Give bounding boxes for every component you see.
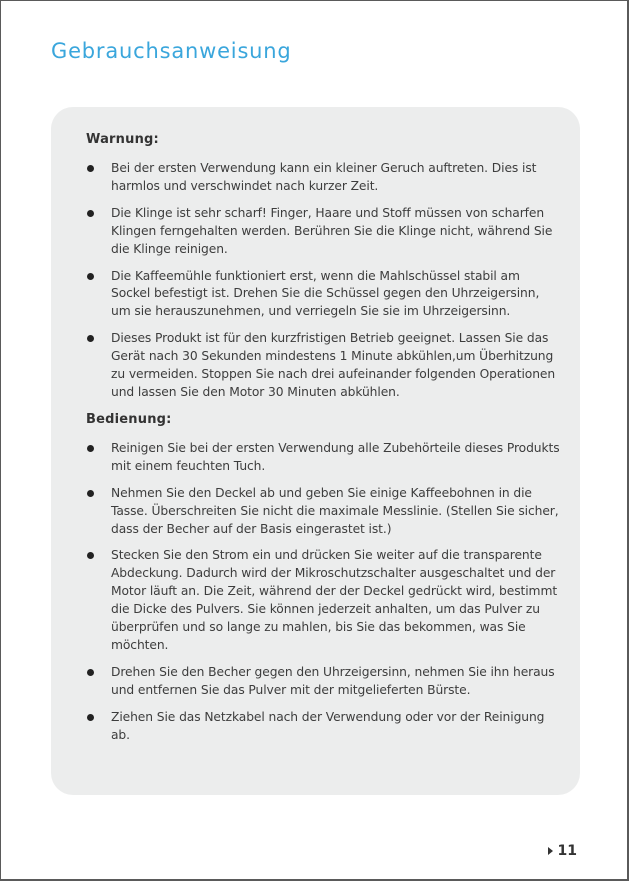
list-item <box>86 440 562 476</box>
list-item <box>86 547 562 654</box>
bullet-icon <box>87 445 94 452</box>
bullet-icon <box>87 165 94 172</box>
list-item <box>86 330 562 402</box>
list-item <box>86 709 562 745</box>
bullet-icon <box>87 490 94 497</box>
page-number <box>548 843 577 859</box>
list-item <box>86 664 562 700</box>
list-item-text: Reinigen Sie bei der ersten Verwendung alle Zubehörteile dieses Produkts mit einem feuchten Tuch. <box>111 440 560 473</box>
list-item-text: Dieses Produkt ist für den kurzfristigen Betrieb geeignet. Lassen Sie das Gerät nach 30 Sekunden mindestens 1 Minute abkühlen,um Überhitzung zu vermeiden. Stoppen Sie nach drei aufeinander folgenden Operationen und lassen Sie den Motor 30 Minuten abkühlen. <box>111 331 556 399</box>
bullet-icon <box>87 273 94 280</box>
bullet-icon <box>87 714 94 721</box>
list-item-text: Drehen Sie den Becher gegen den Uhrzeigersinn, nehmen Sie ihn heraus und entfernen Sie das Pulver mit der mitgelieferten Bürste. <box>111 664 555 697</box>
list-item-text: Stecken Sie den Strom ein und drücken Sie weiter auf die transparente Abdeckung. Dadurch wird der Mikroschutzschalter ausgeschaltet und der Motor läuft an. Die Zeit, während der der Deckel gedrückt wird, bestimmt die Dicke des Pulvers. Sie können jederzeit anhalten, um das Pulver zu überprüfen und so lange zu mahlen, bis Sie das bekommen, was Sie möchten. <box>111 548 558 652</box>
list-item-text: Nehmen Sie den Deckel ab und geben Sie einige Kaffeebohnen in die Tasse. Überschreiten Sie nicht die maximale Messlinie. (Stellen Sie sicher, dass der Becher auf der Basis eingerastet ist.) <box>111 485 559 536</box>
list-item <box>86 205 562 259</box>
bullet-icon <box>87 210 94 217</box>
warning-heading: Warnung: <box>86 132 159 147</box>
list-item <box>86 268 562 322</box>
list-item <box>86 485 562 539</box>
bullet-icon <box>87 669 94 676</box>
instructions-card <box>51 107 580 795</box>
bullet-icon <box>87 335 94 342</box>
warning-list <box>86 160 562 402</box>
list-item-text: Die Klinge ist sehr scharf! Finger, Haare und Stoff müssen von scharfen Klingen ferngehalten werden. Berühren Sie die Klinge nicht, während Sie die Klinge reinigen. <box>111 205 553 256</box>
operation-heading: Bedienung: <box>86 411 172 427</box>
bullet-icon <box>87 552 94 559</box>
page-number-text: 11 <box>557 843 577 859</box>
list-item-text: Die Kaffeemühle funktioniert erst, wenn die Mahlschüssel stabil am Sockel befestigt ist. Drehen Sie die Schüssel gegen den Uhrzeigersinn, um sie herauszunehmen, und verriegeln Sie sie im Uhrzeigersinn. <box>111 268 540 319</box>
page-title: Gebrauchsanweisung <box>51 39 292 63</box>
operation-list <box>86 440 562 745</box>
list-item-text: Bei der ersten Verwendung kann ein kleiner Geruch auftreten. Dies ist harmlos und verschwindet nach kurzer Zeit. <box>111 161 537 193</box>
list-item-text: Ziehen Sie das Netzkabel nach der Verwendung oder vor der Reinigung ab. <box>111 709 545 742</box>
list-item <box>86 160 562 196</box>
triangle-right-icon <box>548 847 553 855</box>
